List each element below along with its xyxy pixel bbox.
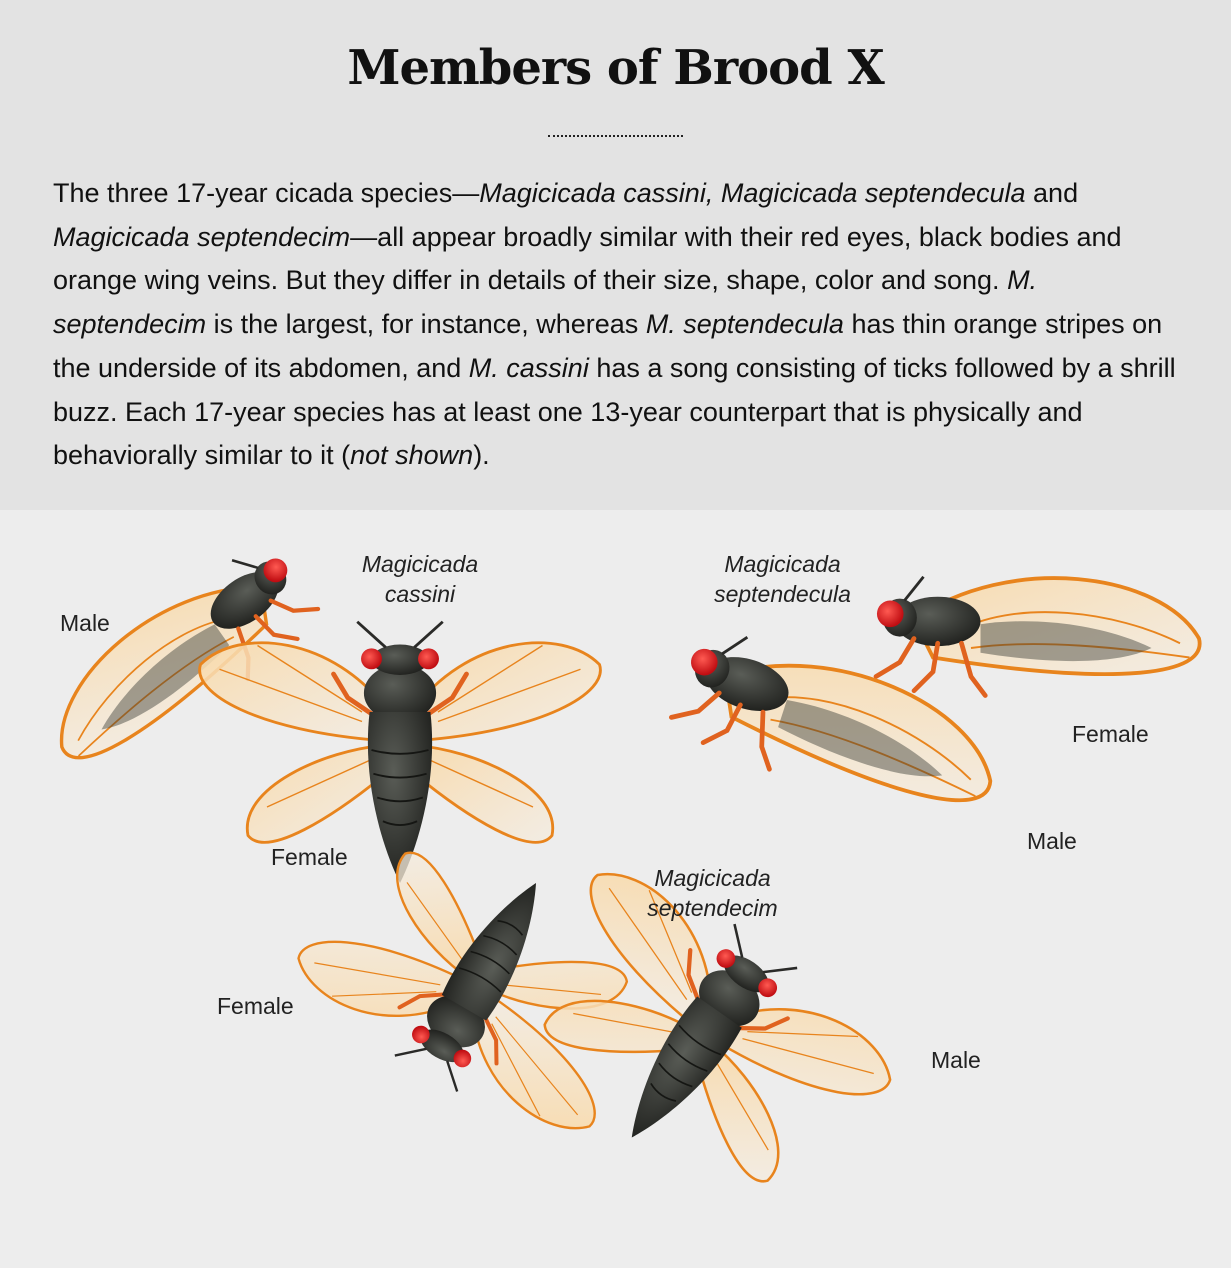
species-label-septendecula: Magicicada septendecula <box>714 551 851 607</box>
dotted-divider <box>548 135 683 137</box>
species-label-cassini: Magicicada cassini <box>361 551 479 607</box>
page-title: Members of Brood X <box>347 40 884 96</box>
cicada-illustration <box>0 510 1231 1263</box>
label-septendecim-female: Female <box>217 993 294 1019</box>
cassini-female-figure <box>200 622 601 883</box>
septendecula-female-figure <box>876 577 1200 696</box>
label-septendecula-male: Male <box>1027 828 1077 854</box>
header-panel <box>0 0 1231 510</box>
label-septendecim-male: Male <box>931 1047 981 1073</box>
intro-paragraph: The three 17-year cicada species—Magicicada cassini, Magicicada septendecula and Magicicada septendecim—all appear broadly similar with their red eyes, black bodies and orange wing veins. But they differ in details of their size, shape, color and song. M. septendecim is the largest, for instance, whereas M. septendecula has thin orange stripes on the underside of its abdomen, and M. cassini has a song consisting of ticks followed by a shrill buzz. Each 17-year species has at least one 13-year counterpart that is physically and behaviorally similar to it (not shown). <box>53 178 1176 471</box>
label-septendecula-female: Female <box>1072 721 1149 747</box>
illustration-area <box>0 510 1231 1263</box>
label-cassini-male: Male <box>60 610 110 636</box>
label-cassini-female: Female <box>271 844 348 870</box>
species-label-septendecim: Magicicada septendecim <box>647 865 778 921</box>
